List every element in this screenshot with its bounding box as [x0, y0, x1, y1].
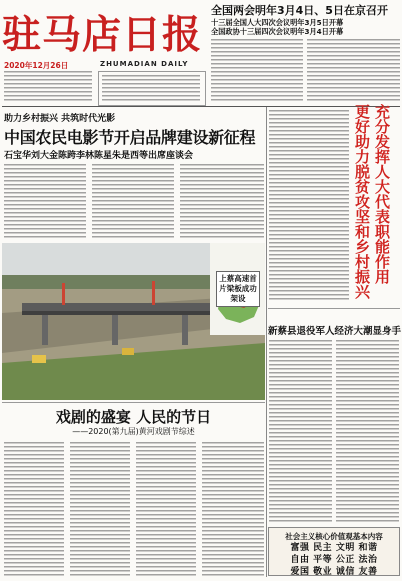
photo-caption: 上蔡高速首片梁板成功架设 [216, 271, 260, 307]
veterans-body-col-1 [269, 340, 332, 522]
core-values-row-2: 自由 平等 公正 法治 [290, 555, 378, 565]
issue-info-box [2, 59, 94, 104]
issue-info-text [4, 71, 92, 103]
side-body-text [269, 110, 349, 300]
feature-body-col-1 [4, 442, 64, 576]
notice-box [98, 71, 206, 106]
feature-body-col-4 [202, 442, 264, 576]
top-news-body-col-2 [307, 39, 400, 101]
feature-body-col-2 [70, 442, 130, 576]
top-news-subheadline-2: 全国政协十三届四次会议明年3月4日开幕 [211, 27, 344, 36]
side-headline-line-1: 充分发挥人大代表职能作用 [373, 104, 391, 284]
column-divider [266, 107, 267, 577]
top-news-subheadline-1: 十三届全国人大四次会议明年3月5日开幕 [211, 18, 344, 27]
lead-subhead: 石宝华刘大金陈跨李林陈星朱是西等出席座谈会 [4, 151, 194, 161]
map-panel [210, 243, 265, 335]
lead-headline: 中国农民电影节开启品牌建设新征程 [4, 128, 256, 147]
core-values-row-1: 富强 民主 文明 和谐 [290, 543, 378, 553]
side-headline-line-2: 更好助力脱贫攻坚和乡村振兴 [353, 104, 371, 299]
feature-body-col-3 [136, 442, 196, 576]
feature-subhead: ——2020(第九届)黄河戏剧节综述 [72, 427, 195, 436]
lead-body-col-3 [180, 164, 264, 240]
lead-body-col-2 [92, 164, 174, 240]
lead-body-col-1 [4, 164, 86, 240]
top-news-headline: 全国两会明年3月4日、5日在京召开 [211, 4, 388, 17]
veterans-body-col-2 [336, 340, 399, 522]
masthead-title: 驻马店日报 [2, 12, 203, 58]
veterans-headline: 新蔡县退役军人经济大潮显身手 [268, 326, 402, 337]
lead-kicker: 助力乡村振兴 共筑时代光影 [4, 114, 116, 124]
notice-text [102, 75, 200, 101]
core-values-row-3: 爱国 敬业 诚信 友善 [290, 567, 378, 577]
feature-divider [2, 402, 265, 403]
side-vertical-headline [352, 104, 392, 304]
masthead-english: ZHUMADIAN DAILY [100, 60, 189, 68]
feature-headline: 戏剧的盛宴 人民的节日 [55, 408, 212, 426]
core-values-title: 社会主义核心价值观基本内容 [285, 532, 383, 541]
right-section-divider [268, 308, 400, 309]
top-news-body-col-1 [211, 39, 303, 101]
masthead-divider [2, 106, 400, 107]
issue-date: 2020年12月26日 [4, 61, 69, 70]
core-values-box [268, 527, 400, 576]
